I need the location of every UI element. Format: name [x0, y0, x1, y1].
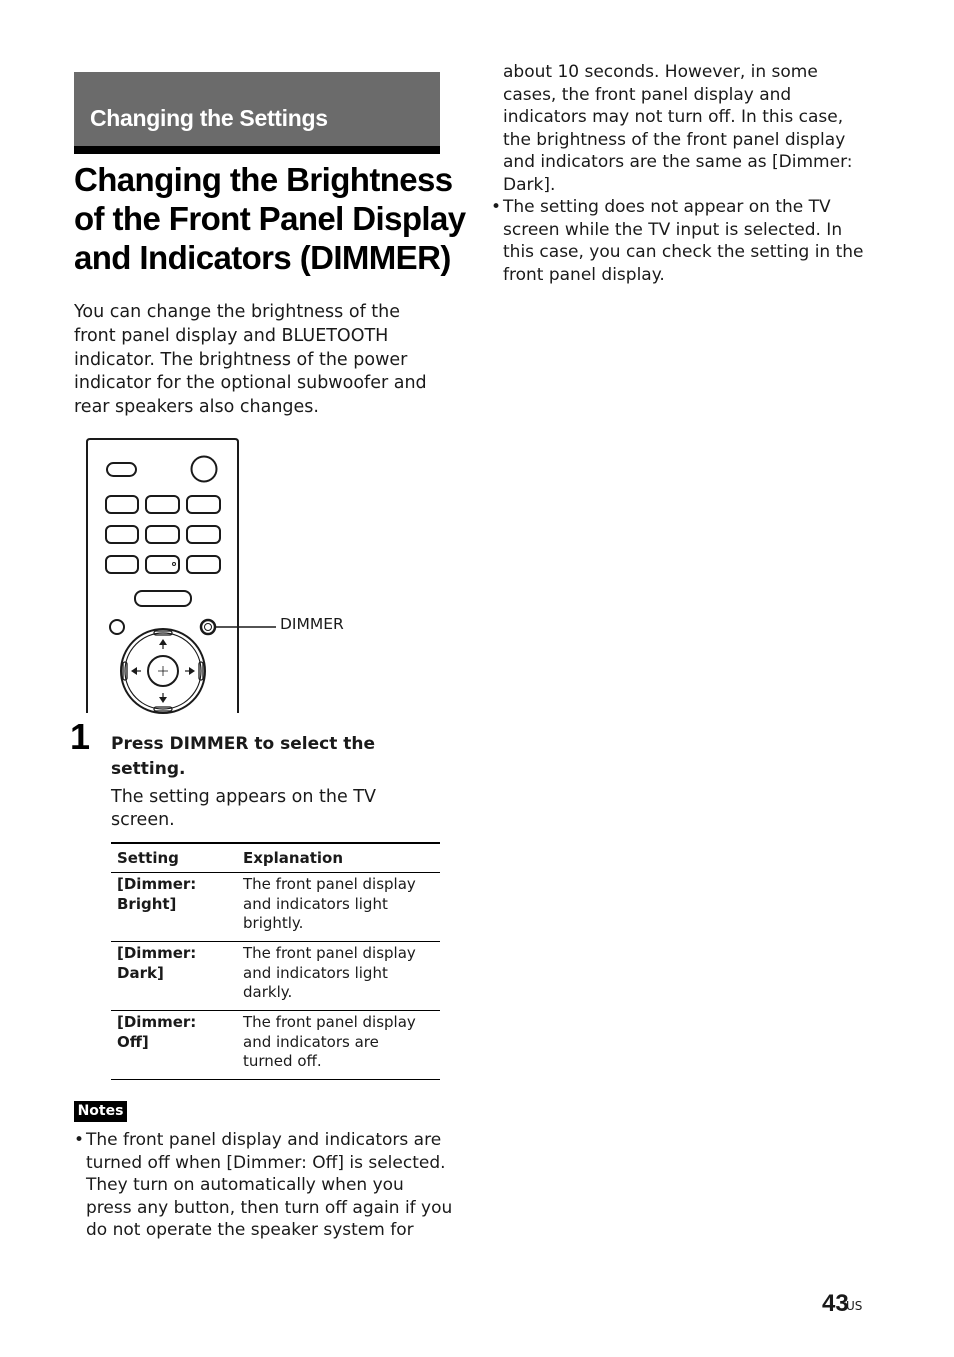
table-cell-explanation [237, 942, 440, 1011]
cell-line: Dark] [117, 963, 164, 982]
note-line: Dark]. [503, 174, 556, 195]
page-number: 43 [822, 1290, 849, 1317]
page-title-line: Changing the Brightness [74, 161, 453, 198]
note-item [491, 196, 864, 286]
note-line: The front panel display and indicators are [86, 1130, 442, 1150]
section-banner [74, 72, 440, 146]
remote-top-left-button [107, 463, 136, 476]
step-body-line: screen. [111, 810, 175, 830]
step-heading-line: Press DIMMER to select the [111, 734, 376, 754]
table-cell-setting [111, 873, 237, 942]
table-row [111, 873, 440, 942]
cell-line: Off] [117, 1032, 149, 1051]
page-title-line: and Indicators (DIMMER) [74, 239, 451, 276]
remote-body-outline [87, 439, 238, 713]
step-heading [111, 732, 431, 782]
table-header-setting: Setting [111, 843, 237, 873]
remote-number-button [146, 496, 179, 513]
remote-number-button [106, 496, 138, 513]
remote-number-button [187, 496, 220, 513]
step-number: 1 [70, 716, 91, 757]
intro-line: indicator for the optional subwoofer and [74, 373, 427, 394]
remote-number-button [106, 526, 138, 543]
bullet-icon: • [491, 197, 502, 217]
cell-line: The front panel display [243, 944, 416, 962]
note-line: this case, you can check the setting in the [503, 242, 864, 262]
notes-badge: Notes [74, 1101, 127, 1122]
remote-control-illustration [84, 436, 284, 716]
table-header-row [111, 843, 440, 873]
table-header-explanation: Explanation [237, 843, 440, 873]
intro-line: front panel display and BLUETOOTH [74, 325, 389, 346]
remote-power-button [192, 457, 217, 482]
remote-dimmer-button [201, 620, 215, 634]
table-cell-setting [111, 942, 237, 1011]
page-region-suffix: US [846, 1299, 863, 1313]
step-body-line: The setting appears on the TV [111, 787, 376, 807]
bullet-icon: • [74, 1130, 85, 1150]
settings-table [111, 842, 440, 1080]
remote-wide-button [135, 591, 191, 606]
intro-line: You can change the brightness of the [74, 302, 401, 322]
cell-line: [Dimmer: [117, 875, 197, 893]
cell-line: and indicators light [243, 963, 388, 982]
remote-dimmer-button-inner [205, 624, 212, 631]
banner-rule [74, 146, 440, 154]
cell-line: brightly. [243, 914, 304, 932]
intro-line: rear speakers also changes. [74, 397, 319, 418]
cell-line: The front panel display [243, 875, 416, 893]
remote-left-round-button [110, 620, 124, 634]
intro-line: indicator. The brightness of the power [74, 349, 408, 370]
intro-paragraph [74, 301, 446, 420]
note-line: and indicators are the same as [Dimmer: [503, 152, 853, 172]
cell-line: and indicators light [243, 894, 388, 913]
cell-line: The front panel display [243, 1013, 416, 1031]
note-line: the brightness of the front panel display [503, 129, 846, 150]
note-line: cases, the front panel display and [503, 84, 792, 105]
remote-number-button [146, 526, 179, 543]
table-row [111, 942, 440, 1011]
remote-dot-icon [173, 563, 176, 566]
note-line: indicators may not turn off. In this case, [503, 107, 844, 127]
note-line: turned off when [Dimmer: Off] is selected. [86, 1152, 446, 1173]
cell-line: darkly. [243, 983, 293, 1001]
section-title: Changing the Settings [90, 105, 328, 131]
step-body [111, 786, 431, 832]
table-row [111, 1011, 440, 1080]
note-line: front panel display. [503, 264, 665, 285]
remote-number-button [187, 556, 220, 573]
note-line: They turn on automatically when you [86, 1175, 404, 1195]
note-line: press any button, then turn off again if you [86, 1197, 453, 1218]
table-cell-explanation [237, 1011, 440, 1080]
note-line: about 10 seconds. However, in some [503, 62, 818, 82]
cell-line: [Dimmer: [117, 944, 197, 962]
page-title-line: of the Front Panel Display [74, 200, 466, 237]
note-line: The setting does not appear on the TV [503, 197, 831, 217]
table-cell-explanation [237, 873, 440, 942]
note-line: do not operate the speaker system for [86, 1220, 414, 1240]
remote-number-button [187, 526, 220, 543]
note-line: screen while the TV input is selected. In [503, 219, 843, 240]
cell-line: Bright] [117, 894, 177, 913]
cell-line: [Dimmer: [117, 1013, 197, 1031]
step-heading-line: setting. [111, 759, 186, 779]
table-cell-setting [111, 1011, 237, 1080]
note-continuation [503, 61, 853, 196]
dimmer-callout-label: DIMMER [280, 615, 344, 633]
remote-number-button [106, 556, 138, 573]
note-item [74, 1129, 453, 1242]
cell-line: turned off. [243, 1052, 322, 1070]
cell-line: and indicators are [243, 1032, 379, 1051]
page-title [74, 160, 466, 277]
remote-number-button [146, 556, 179, 573]
